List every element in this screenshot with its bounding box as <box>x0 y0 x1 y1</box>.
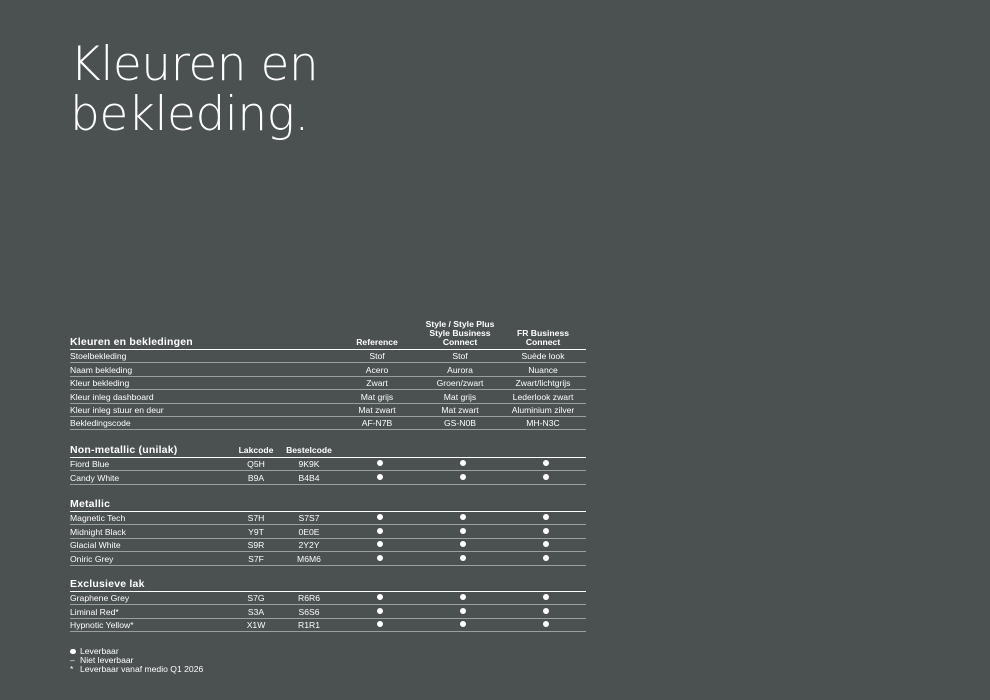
trim-cell: Aurora <box>447 364 473 375</box>
available-dot-icon <box>460 621 466 627</box>
trim-row-label: Bekledingscode <box>70 418 131 429</box>
paint-name: Glacial White <box>70 540 121 551</box>
trim-cell: GS-N0B <box>444 418 476 429</box>
bestelcode: 9K9K <box>298 459 320 470</box>
available-dot-icon <box>377 528 383 534</box>
lakcode: S7G <box>247 593 265 604</box>
paint-name: Hypnotic Yellow* <box>70 620 134 631</box>
lakcode: X1W <box>246 620 266 631</box>
available-dot-icon <box>70 649 76 655</box>
paint-name: Candy White <box>70 472 120 483</box>
col-header-style <box>426 320 495 347</box>
paint-name: Oniric Grey <box>70 553 114 564</box>
trim-cell: Mat zwart <box>441 404 479 415</box>
paint-name: Fiord Blue <box>70 459 110 470</box>
lakcode: Q5H <box>247 459 265 470</box>
trim-cell: AF-N7B <box>361 418 393 429</box>
col-header-reference: Reference <box>356 337 398 347</box>
trim-cell: Stof <box>452 351 468 362</box>
available-dot-icon <box>460 460 466 466</box>
available-dot-icon <box>543 555 549 561</box>
trim-cell: Zwart/lichtgrijs <box>515 378 571 389</box>
available-dot-icon <box>543 594 549 600</box>
paint-name: Liminal Red* <box>70 606 119 617</box>
trim-cell: Mat zwart <box>358 404 396 415</box>
section-heading: Exclusieve lak <box>70 578 145 590</box>
available-dot-icon <box>460 594 466 600</box>
trim-row-label: Kleur inleg stuur en deur <box>70 404 164 415</box>
trim-cell: Lederlook zwart <box>512 391 574 402</box>
available-dot-icon <box>377 594 383 600</box>
legend-not-available: Niet leverbaar <box>80 655 134 666</box>
page-title-line-1: Kleuren en <box>70 37 319 92</box>
paint-row <box>70 525 586 538</box>
trim-row <box>70 363 586 376</box>
available-dot-icon <box>543 621 549 627</box>
available-dot-icon <box>460 608 466 614</box>
available-dot-icon <box>460 528 466 534</box>
paint-row <box>70 605 586 618</box>
section-heading: Non-metallic (unilak) <box>70 444 178 456</box>
available-dot-icon <box>543 528 549 534</box>
lakcode: S9R <box>247 540 265 551</box>
paint-name: Magnetic Tech <box>70 513 126 524</box>
lakcode: S7F <box>248 553 264 564</box>
paint-row <box>70 512 586 525</box>
bestelcode: 0E0E <box>298 526 320 537</box>
available-dot-icon <box>543 608 549 614</box>
lakcode: B9A <box>247 472 265 483</box>
col-header-lakcode: Lakcode <box>238 445 274 455</box>
paint-row <box>70 471 586 484</box>
trim-row-label: Stoelbekleding <box>70 351 127 362</box>
paint-section-metallic <box>70 496 586 566</box>
col-header-style-line-2: Style Business <box>429 328 491 338</box>
bestelcode: S7S7 <box>298 513 320 524</box>
available-dot-icon <box>377 555 383 561</box>
paint-row <box>70 539 586 552</box>
col-header-bestelcode: Bestelcode <box>286 445 332 455</box>
legend-available: Leverbaar <box>80 646 119 656</box>
paint-name: Graphene Grey <box>70 593 130 604</box>
available-dot-icon <box>377 474 383 480</box>
trim-cell: Zwart <box>366 378 388 389</box>
page-title-line-2: bekleding. <box>70 87 309 142</box>
available-dot-icon <box>460 514 466 520</box>
section-heading: Metallic <box>70 498 111 510</box>
available-dot-icon <box>377 514 383 520</box>
col-header-style-line-3: Connect <box>442 337 478 347</box>
trim-row-label: Kleur bekleding <box>70 378 130 389</box>
bestelcode: R6R6 <box>298 593 320 604</box>
bestelcode: B4B4 <box>298 472 320 483</box>
available-dot-icon <box>377 608 383 614</box>
trim-row-label: Kleur inleg dashboard <box>70 391 154 402</box>
available-dot-icon <box>460 555 466 561</box>
available-dot-icon <box>377 541 383 547</box>
bestelcode: R1R1 <box>298 620 320 631</box>
trim-row <box>70 377 586 390</box>
paint-section-exclusive <box>70 576 586 632</box>
trim-cell: Groen/zwart <box>436 378 484 389</box>
trim-table-header <box>70 318 586 350</box>
paint-section-header <box>70 576 586 592</box>
col-header-fr-line-1: FR Business <box>516 328 570 338</box>
available-dot-icon <box>543 460 549 466</box>
trim-cell: Mat grijs <box>360 391 394 402</box>
legend-star-note: Leverbaar vanaf medio Q1 2026 <box>80 664 204 675</box>
available-dot-icon <box>377 460 383 466</box>
legend-item-star <box>70 665 203 674</box>
trim-cell: Suède look <box>521 351 565 362</box>
col-header-style-line-1: Style / Style Plus <box>425 319 495 329</box>
paint-row <box>70 552 586 565</box>
legend <box>70 647 203 675</box>
lakcode: S7H <box>247 513 265 524</box>
available-dot-icon <box>543 514 549 520</box>
paint-row <box>70 592 586 605</box>
paint-row <box>70 619 586 632</box>
lakcode: S3A <box>247 606 265 617</box>
available-dot-icon <box>460 474 466 480</box>
paint-section-header <box>70 496 586 512</box>
trim-cell: Acero <box>365 364 389 375</box>
trim-cell: Mat grijs <box>443 391 477 402</box>
bestelcode: 2Y2Y <box>298 540 320 551</box>
trim-cell: Aluminium zilver <box>511 404 575 415</box>
page-title <box>70 37 319 142</box>
available-dot-icon <box>543 541 549 547</box>
lakcode: Y9T <box>248 526 264 537</box>
paint-name: Midnight Black <box>70 526 126 537</box>
col-header-fr <box>517 329 569 347</box>
paint-section-header <box>70 442 586 458</box>
bestelcode: S6S6 <box>298 606 320 617</box>
trim-row-label: Naam bekleding <box>70 364 133 375</box>
legend-not-symbol: – <box>70 655 75 666</box>
col-header-fr-line-2: Connect <box>525 337 561 347</box>
legend-star-symbol: * <box>70 664 74 675</box>
trim-cell: Stof <box>369 351 385 362</box>
trim-cell: MH-N3C <box>526 418 560 429</box>
trim-table-heading: Kleuren en bekledingen <box>70 336 193 348</box>
available-dot-icon <box>460 541 466 547</box>
trim-cell: Nuance <box>528 364 558 375</box>
trim-table <box>70 318 586 430</box>
available-dot-icon <box>377 621 383 627</box>
bestelcode: M6M6 <box>297 553 321 564</box>
trim-row <box>70 390 586 403</box>
paint-section-non-metallic <box>70 442 586 485</box>
paint-row <box>70 458 586 471</box>
available-dot-icon <box>543 474 549 480</box>
trim-row <box>70 404 586 417</box>
trim-row <box>70 417 586 430</box>
trim-row <box>70 350 586 363</box>
